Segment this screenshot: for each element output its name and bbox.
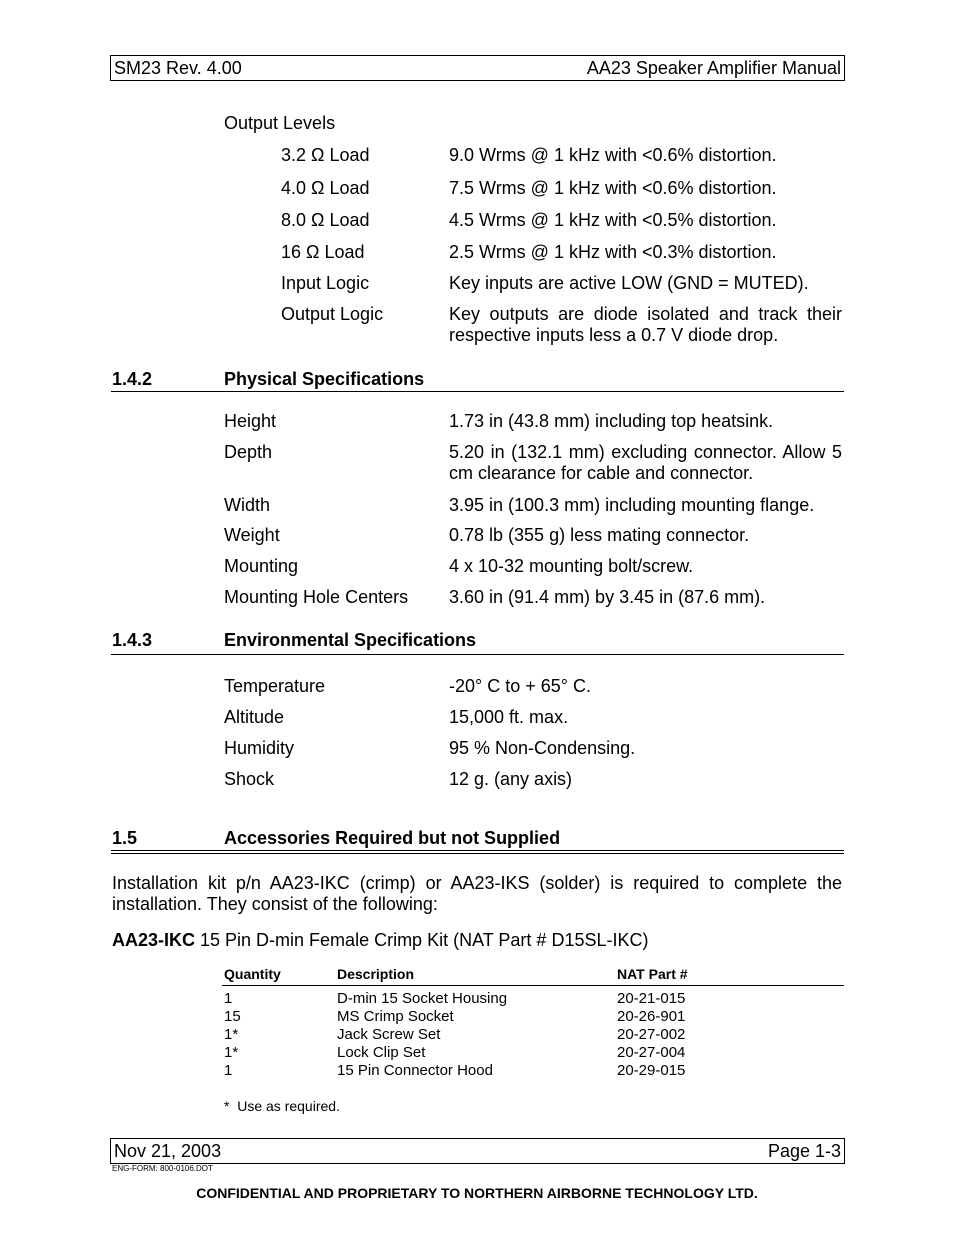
spec-value: 12 g. (any axis) (449, 769, 573, 789)
spec-label: Mounting Hole Centers (224, 587, 409, 607)
table-cell-quantity: 1 (224, 1062, 233, 1079)
page-header (110, 55, 845, 81)
table-cell-description: D-min 15 Socket Housing (337, 990, 508, 1007)
spec-value: 95 % Non-Condensing. (449, 738, 636, 758)
table-cell-description: Jack Screw Set (337, 1026, 441, 1043)
spec-value: 5.20 in (132.1 mm) excluding connector. Allow 5 cm clearance for cable and connector. (449, 442, 842, 483)
section-number: 1.5 (112, 828, 138, 848)
table-cell-part-number: 20-27-002 (617, 1026, 686, 1043)
table-cell-part-number: 20-27-004 (617, 1044, 686, 1061)
spec-value: Key inputs are active LOW (GND = MUTED). (449, 273, 809, 293)
spec-value: 9.0 Wrms @ 1 kHz with <0.6% distortion. (449, 145, 777, 165)
section-number: 1.4.3 (112, 630, 153, 650)
table-cell-part-number: 20-26-901 (617, 1008, 686, 1025)
table-cell-description: Lock Clip Set (337, 1044, 426, 1061)
table-footnote: * Use as required. (224, 1098, 340, 1114)
section-rule (111, 391, 844, 392)
form-id: ENG-FORM: 800-0106.DOT (112, 1164, 213, 1173)
table-header-quantity: Quantity (224, 966, 281, 982)
table-cell-description: MS Crimp Socket (337, 1008, 454, 1025)
section-double-rule-top (111, 850, 844, 851)
section-title: Environmental Specifications (224, 630, 477, 650)
header-doc-revision: SM23 Rev. 4.00 (114, 58, 242, 78)
section-double-rule-bottom (111, 853, 844, 854)
footer-date: Nov 21, 2003 (114, 1141, 222, 1161)
spec-label: Output Logic (281, 304, 384, 324)
spec-label: 3.2 Ω Load (281, 145, 370, 165)
table-header-description: Description (337, 966, 415, 982)
spec-value: 2.5 Wrms @ 1 kHz with <0.3% distortion. (449, 242, 777, 262)
table-cell-part-number: 20-21-015 (617, 990, 686, 1007)
spec-value: 0.78 lb (355 g) less mating connector. (449, 525, 750, 545)
section-rule (111, 654, 844, 655)
spec-value: 3.95 in (100.3 mm) including mounting flange. (449, 495, 815, 515)
table-cell-quantity: 1 (224, 990, 233, 1007)
spec-label: Weight (224, 525, 280, 545)
spec-label: Width (224, 495, 271, 515)
spec-label: Depth (224, 442, 273, 462)
confidential-notice: CONFIDENTIAL AND PROPRIETARY TO NORTHERN AIRBORNE TECHNOLOGY LTD. (196, 1185, 758, 1201)
table-cell-quantity: 1* (224, 1044, 239, 1061)
spec-value: 1.73 in (43.8 mm) including top heatsink. (449, 411, 774, 431)
section-number: 1.4.2 (112, 369, 153, 389)
spec-value: 15,000 ft. max. (449, 707, 569, 727)
spec-label: Humidity (224, 738, 295, 758)
header-manual-title: AA23 Speaker Amplifier Manual (586, 58, 841, 78)
table-cell-description: 15 Pin Connector Hood (337, 1062, 493, 1079)
spec-label: Temperature (224, 676, 326, 696)
spec-value: 4.5 Wrms @ 1 kHz with <0.5% distortion. (449, 210, 777, 230)
spec-value: -20° C to + 65° C. (449, 676, 591, 696)
footer-page-number: Page 1-3 (767, 1141, 841, 1161)
spec-value: 3.60 in (91.4 mm) by 3.45 in (87.6 mm). (449, 587, 766, 607)
kit-description: 15 Pin D-min Female Crimp Kit (NAT Part # D15SL-IKC) (195, 930, 649, 950)
spec-label: 16 Ω Load (281, 242, 365, 262)
page-footer (110, 1138, 845, 1164)
kit-name: AA23-IKC (112, 930, 196, 950)
output-levels-title: Output Levels (224, 113, 336, 133)
kit-heading (112, 930, 842, 951)
table-cell-quantity: 15 (224, 1008, 241, 1025)
table-cell-quantity: 1* (224, 1026, 239, 1043)
spec-value: 4 x 10-32 mounting bolt/screw. (449, 556, 694, 576)
spec-label: Mounting (224, 556, 299, 576)
spec-label: Height (224, 411, 277, 431)
section-title: Physical Specifications (224, 369, 425, 389)
section-title: Accessories Required but not Supplied (224, 828, 561, 848)
spec-label: Input Logic (281, 273, 370, 293)
table-header-part-number: NAT Part # (617, 966, 688, 982)
spec-value: Key outputs are diode isolated and track their respective inputs less a 0.7 V diode drop. (449, 304, 842, 345)
spec-value: 7.5 Wrms @ 1 kHz with <0.6% distortion. (449, 178, 777, 198)
accessories-intro: Installation kit p/n AA23-IKC (crimp) or AA23-IKS (solder) is required to complete the installation. They consist of the following: (112, 873, 842, 914)
spec-label: 8.0 Ω Load (281, 210, 370, 230)
spec-label: Altitude (224, 707, 285, 727)
spec-label: Shock (224, 769, 275, 789)
table-header-rule (222, 985, 844, 986)
table-cell-part-number: 20-29-015 (617, 1062, 686, 1079)
spec-label: 4.0 Ω Load (281, 178, 370, 198)
